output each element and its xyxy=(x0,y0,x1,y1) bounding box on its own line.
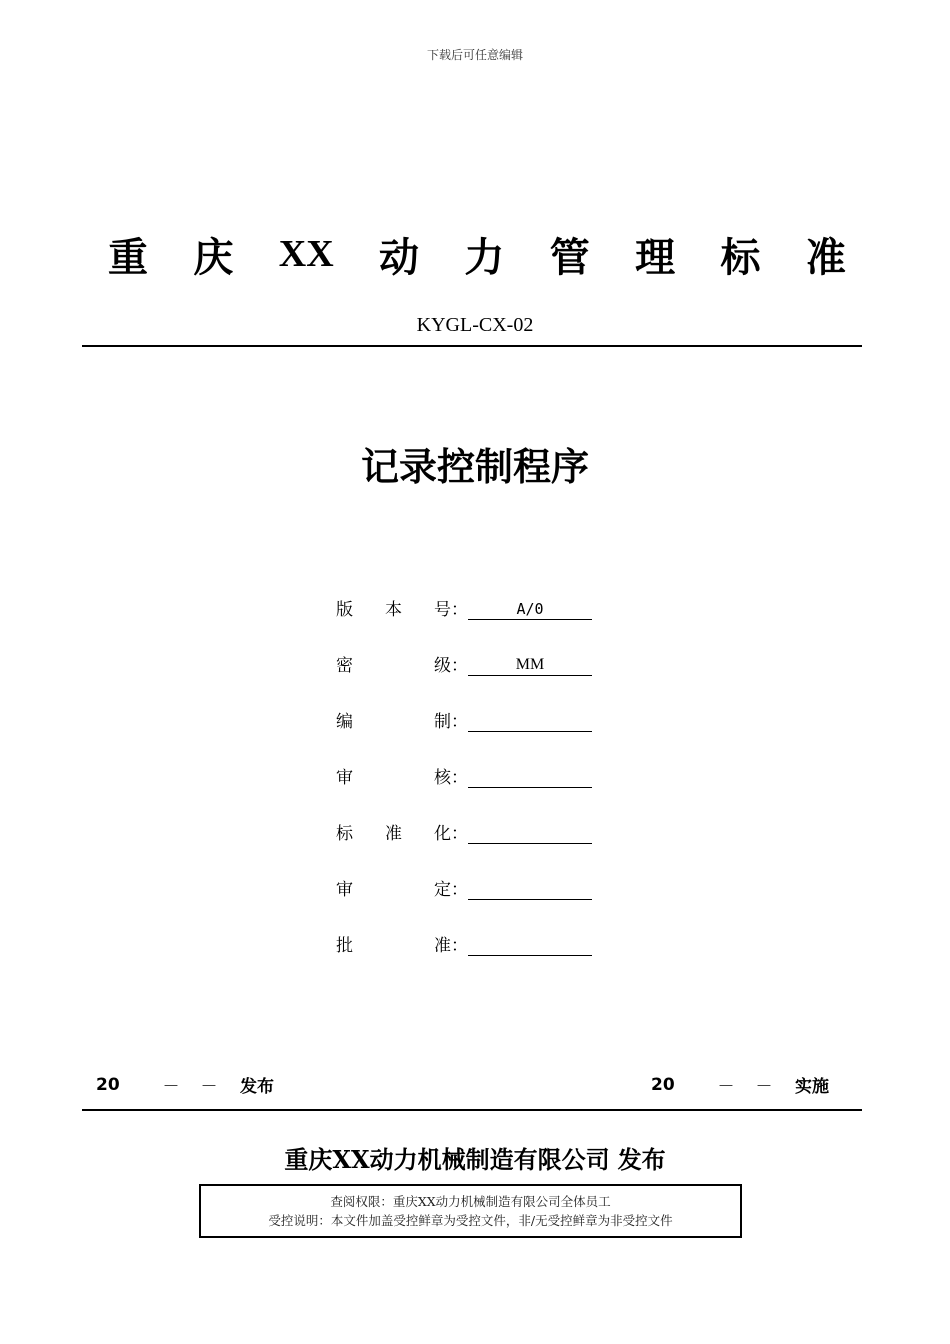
document-code: KYGL-CX-02 xyxy=(416,314,534,336)
field-row-version xyxy=(336,596,592,620)
header-note: 下载后可任意编辑 xyxy=(426,48,523,62)
access-notice: 查阅权限：重庆XX动力机械制造有限公司全体员工 xyxy=(330,1194,611,1209)
field-label: 编 制： xyxy=(336,712,468,732)
field-row-reviewer xyxy=(336,764,592,788)
field-row-verifier xyxy=(336,876,592,900)
org-title-char: 管 xyxy=(549,234,590,281)
company-name: 重庆XX动力机械制造有限公司 xyxy=(284,1145,610,1174)
reviewer-field[interactable] xyxy=(468,767,592,788)
field-label: 版 本 号： xyxy=(336,600,468,620)
approver-field[interactable] xyxy=(468,935,592,956)
organization-standard-title xyxy=(108,226,846,282)
date-dash: － xyxy=(200,1077,218,1097)
field-row-approver xyxy=(336,932,592,956)
control-notice-box xyxy=(199,1184,742,1238)
field-label: 批 准： xyxy=(336,936,468,956)
field-label: 审 定： xyxy=(336,880,468,900)
secrecy-level-field[interactable]: MM xyxy=(468,655,592,676)
publish-label: 发布 xyxy=(240,1077,274,1097)
version-field[interactable]: A/0 xyxy=(468,599,592,620)
publish-year: 20 xyxy=(96,1074,120,1095)
date-dash: － xyxy=(717,1077,735,1097)
date-dash: － xyxy=(755,1077,773,1097)
implement-label: 实施 xyxy=(795,1077,829,1097)
verifier-field[interactable] xyxy=(468,879,592,900)
standardization-field[interactable] xyxy=(468,823,592,844)
implement-date xyxy=(651,1072,829,1097)
org-title-char: 庆 xyxy=(193,234,234,281)
bottom-divider xyxy=(82,1109,862,1111)
org-title-char: XX xyxy=(278,233,334,275)
org-title-char: 理 xyxy=(635,234,676,281)
company-action: 发布 xyxy=(617,1146,666,1174)
publish-date xyxy=(96,1072,274,1097)
field-label: 密 级： xyxy=(336,656,468,676)
author-field[interactable] xyxy=(468,711,592,732)
company-publisher xyxy=(0,1140,950,1175)
org-title-char: 重 xyxy=(108,234,148,281)
field-row-standardization xyxy=(336,820,592,844)
implement-year: 20 xyxy=(651,1074,675,1095)
org-title-char: 动 xyxy=(379,234,420,281)
field-label: 审 核： xyxy=(336,768,468,788)
document-title: 记录控制程序 xyxy=(360,445,589,489)
field-row-author xyxy=(336,708,592,732)
org-title-char: 力 xyxy=(464,234,505,281)
org-title-char: 准 xyxy=(805,234,846,281)
control-notice: 受控说明：本文件加盖受控鲜章为受控文件，非/无受控鲜章为非受控文件 xyxy=(268,1213,673,1228)
org-title-char: 标 xyxy=(720,234,761,281)
top-divider xyxy=(82,345,862,347)
field-row-secrecy xyxy=(336,652,592,676)
date-dash: － xyxy=(162,1077,180,1097)
field-label: 标 准 化： xyxy=(336,824,468,844)
